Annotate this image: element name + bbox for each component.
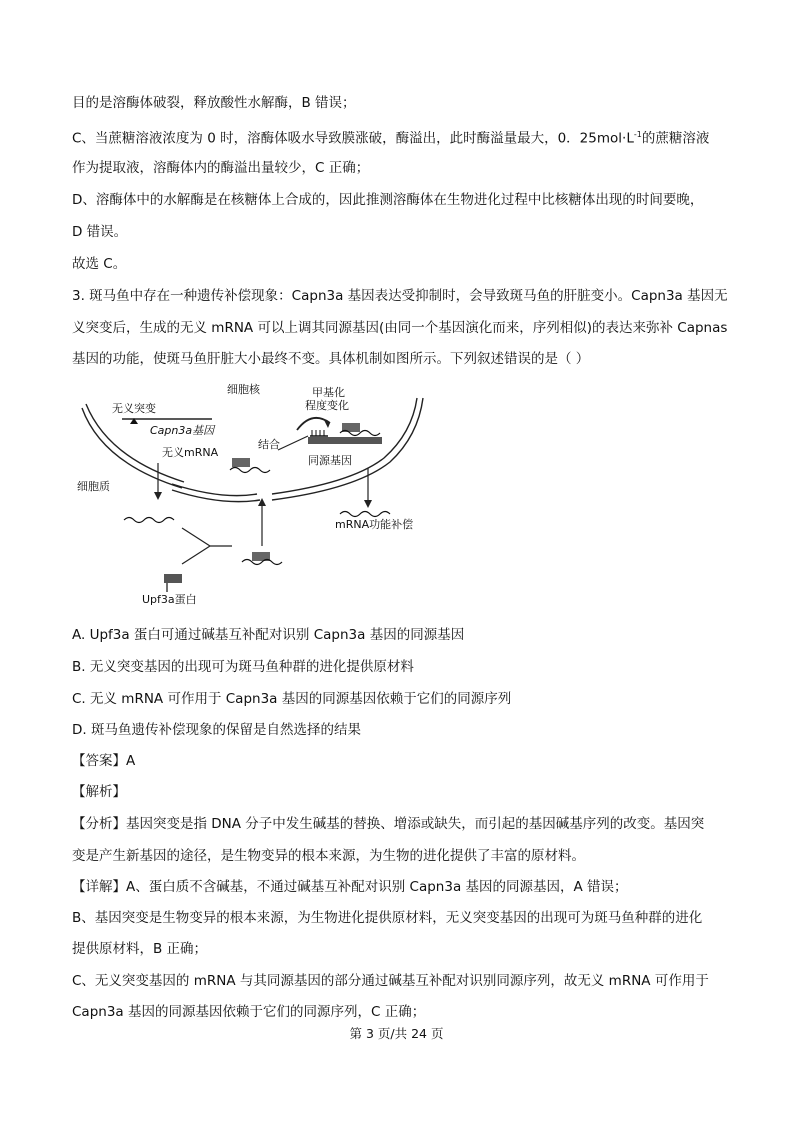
explanation-line: C、无义突变基因的 mRNA 与其同源基因的部分通过碱基互补配对识别同源序列，故无义 mRNA 可作用于 bbox=[72, 973, 709, 989]
analysis-line: 变是产生新基因的途径，是生物变异的根本来源，为生物的进化提供了丰富的原材料。 bbox=[72, 848, 585, 864]
gene-label: Capn3a基因 bbox=[150, 424, 215, 437]
bind-pointer bbox=[278, 436, 308, 450]
question-3-line: 3. 斑马鱼中存在一种遗传补偿现象：Capn3a 基因表达受抑制时，会导致斑马鱼的肝脏变小。Capn3a 基因无 bbox=[72, 288, 728, 304]
text-line: D 错误。 bbox=[72, 224, 128, 240]
option-d: D. 斑马鱼遗传补偿现象的保留是自然选择的结果 bbox=[72, 722, 361, 738]
complex-branch bbox=[182, 528, 210, 546]
option-b: B. 无义突变基因的出现可为斑马鱼种群的进化提供原材料 bbox=[72, 659, 414, 675]
envelope-right-arc bbox=[272, 398, 417, 494]
nonsense-mutation-label: 无义突变 bbox=[112, 402, 156, 415]
import-arrow-head bbox=[258, 498, 266, 506]
answer-tag: 【答案】 bbox=[72, 753, 126, 769]
option-a: A. Upf3a 蛋白可通过碱基互补配对识别 Capn3a 基因的同源基因 bbox=[72, 627, 465, 643]
text-line: C、当蔗糖溶液浓度为 0 时，溶酶体吸水导致膜涨破，酶溢出，此时酶溢量最大，0．$25mol\cdot L^{-1}$的蔗糖溶液 bbox=[72, 130, 710, 147]
methylation-label: 甲基化 bbox=[312, 386, 345, 399]
explanation-line: Capn3a 基因的同源基因依赖于它们的同源序列，C 正确； bbox=[72, 1004, 426, 1020]
homolog-label: 同源基因 bbox=[308, 454, 352, 467]
cytoplasm-label: 细胞质 bbox=[77, 480, 110, 493]
analysis-line: 【分析】基因突变是指 DNA 分子中发生碱基的替换、增添或缺失，而引起的基因碱基序列的改变。基因突 bbox=[72, 816, 705, 832]
explanation-line: 【详解】A、蛋白质不含碱基，不通过碱基互补配对识别 Capn3a 基因的同源基因，A 错误； bbox=[72, 879, 628, 895]
mechanism-diagram bbox=[72, 378, 432, 613]
homolog-gene-block bbox=[308, 437, 382, 444]
bind-label: 结合 bbox=[258, 438, 280, 451]
complex-branch bbox=[182, 546, 210, 564]
nucleus-label: 细胞核 bbox=[227, 383, 260, 396]
text-line: 故选 C。 bbox=[72, 256, 127, 272]
compensation-label: mRNA功能补偿 bbox=[335, 518, 414, 531]
question-3-line: 基因的功能，使斑马鱼肝脏大小最终不变。具体机制如图所示。下列叙述错误的是（ ） bbox=[72, 351, 590, 367]
option-c: C. 无义 mRNA 可作用于 Capn3a 基因的同源基因依赖于它们的同源序列 bbox=[72, 691, 512, 707]
nonsense-mrna-label: 无义mRNA bbox=[162, 446, 219, 459]
answer-value: A bbox=[126, 753, 136, 769]
explanation-line: 提供原材料，B 正确； bbox=[72, 941, 208, 957]
compensation-arrow-head bbox=[364, 500, 372, 508]
methylation-label: 程度变化 bbox=[305, 399, 349, 412]
upf3a-protein bbox=[164, 574, 182, 583]
upf3a-label: Upf3a蛋白 bbox=[142, 593, 197, 606]
upf3a-block bbox=[232, 458, 250, 467]
answer-line bbox=[72, 752, 135, 770]
text-line: 作为提取液，溶酶体内的酶溢出量较少，C 正确； bbox=[72, 160, 370, 176]
page-footer: 第 3 页/共 24 页 bbox=[349, 1026, 444, 1041]
envelope-right-arc bbox=[272, 398, 423, 500]
analysis-tag: 【解析】 bbox=[72, 784, 126, 800]
mrna-strand bbox=[124, 518, 174, 523]
explanation-line: B、基因突变是生物变异的根本来源，为生物进化提供原材料，无义突变基因的出现可为斑马鱼种群的进化 bbox=[72, 910, 703, 926]
mrna-strand bbox=[230, 468, 270, 473]
methylation-arrow bbox=[297, 418, 330, 430]
text-line: 目的是溶酶体破裂，释放酸性水解酶，B 错误； bbox=[72, 95, 356, 111]
envelope-left-arc bbox=[86, 404, 184, 482]
mrna-strand bbox=[340, 512, 390, 517]
question-3-line: 义突变后，生成的无义 mRNA 可以上调其同源基因(由同一个基因演化而来，序列相似)的表达来弥补 Capnas bbox=[72, 320, 728, 336]
text-line: D、溶酶体中的水解酶是在核糖体上合成的，因此推测溶酶体在生物进化过程中比核糖体出现的时间要晚， bbox=[72, 192, 704, 208]
export-arrow-head bbox=[154, 492, 162, 500]
comb-marker bbox=[310, 430, 328, 436]
